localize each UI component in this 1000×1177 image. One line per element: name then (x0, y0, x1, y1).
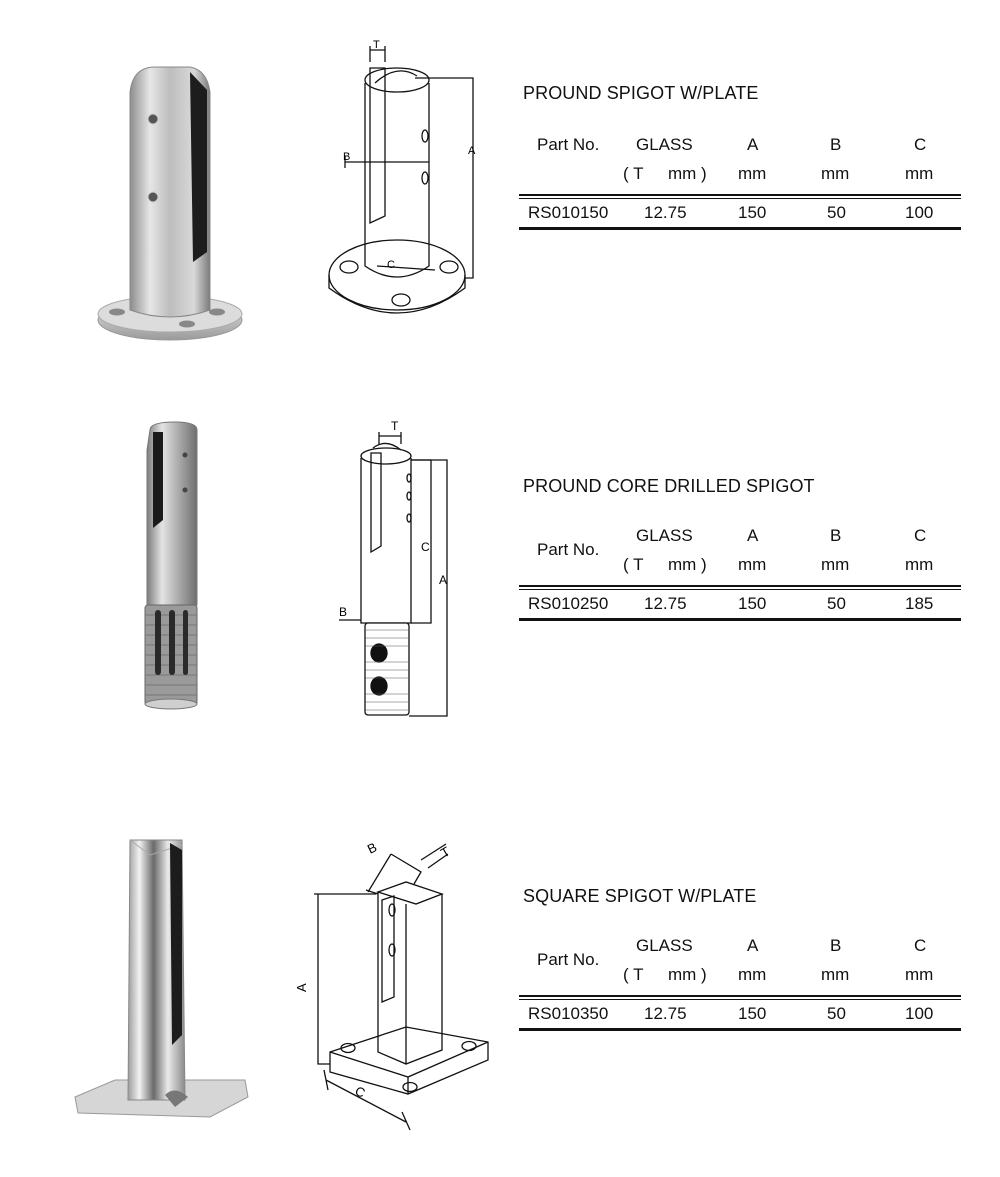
cell-part-no: RS010250 (528, 594, 609, 613)
cell-part-no: RS010350 (528, 1004, 609, 1023)
header-a: A (747, 135, 759, 154)
core-drilled-spigot-photo (135, 420, 210, 710)
drawing-label-a: A (468, 145, 476, 157)
drawing-label-a: A (439, 573, 448, 587)
header-a-unit: mm (738, 164, 767, 183)
header-glass-unit: mm ) (668, 164, 707, 183)
drawing-label-b: B (343, 151, 351, 163)
cell-a: 150 (738, 1004, 767, 1023)
cell-a: 150 (738, 203, 767, 222)
header-glass: GLASS (636, 936, 693, 955)
header-b-unit: mm (821, 164, 850, 183)
header-glass: GLASS (636, 135, 693, 154)
drawing-label-b: B (364, 839, 380, 857)
cell-b: 50 (827, 594, 846, 613)
header-b: B (830, 936, 842, 955)
table-bottom-rule (519, 618, 961, 621)
header-glass-unit: mm ) (668, 965, 707, 984)
core-drilled-spigot-drawing (335, 418, 460, 723)
cell-a: 150 (738, 594, 767, 613)
drawing-label-t: T (391, 419, 399, 433)
header-a-unit: mm (738, 965, 767, 984)
header-c: C (914, 526, 927, 545)
header-glass-unit: mm ) (668, 555, 707, 574)
cell-c: 100 (905, 1004, 934, 1023)
header-a: A (747, 526, 759, 545)
header-c: C (914, 135, 927, 154)
round-spigot-plate-drawing (325, 38, 485, 328)
cell-b: 50 (827, 203, 846, 222)
section-title-round-spigot-plate: PROUND SPIGOT W/PLATE (523, 83, 759, 103)
cell-c: 100 (905, 203, 934, 222)
round-spigot-plate-photo (95, 62, 250, 347)
header-b-unit: mm (821, 555, 850, 574)
header-glass-t: ( T (623, 164, 644, 183)
header-part-no: Part No. (537, 950, 600, 969)
spec-table-round-spigot-plate (519, 124, 961, 230)
drawing-label-t: T (438, 843, 453, 861)
table-bottom-rule (519, 1028, 961, 1031)
square-spigot-plate-drawing (296, 832, 496, 1132)
table-bottom-rule (519, 227, 961, 230)
header-c-unit: mm (905, 555, 934, 574)
spec-table-square-spigot-plate (519, 925, 961, 1031)
header-c: C (914, 936, 927, 955)
header-c-unit: mm (905, 164, 934, 183)
drawing-label-c: C (352, 1083, 368, 1101)
table-row (519, 590, 961, 618)
header-part-no: Part No. (537, 540, 600, 559)
table-row (519, 199, 961, 227)
square-spigot-plate-photo (70, 835, 255, 1120)
header-glass-t: ( T (623, 555, 644, 574)
table-row (519, 1000, 961, 1028)
drawing-label-a: A (294, 983, 309, 992)
header-b: B (830, 526, 842, 545)
header-b-unit: mm (821, 965, 850, 984)
section-title-square-spigot-plate: SQUARE SPIGOT W/PLATE (523, 886, 757, 906)
cell-part-no: RS010150 (528, 203, 609, 222)
section-title-core-drilled-spigot: PROUND CORE DRILLED SPIGOT (523, 476, 815, 496)
header-part-no: Part No. (537, 135, 600, 154)
header-a: A (747, 936, 759, 955)
header-glass-t: ( T (623, 965, 644, 984)
cell-b: 50 (827, 1004, 846, 1023)
drawing-label-b: B (339, 605, 348, 619)
header-glass: GLASS (636, 526, 693, 545)
header-b: B (830, 135, 842, 154)
drawing-label-t: T (373, 39, 380, 51)
spec-table-core-drilled-spigot (519, 515, 961, 621)
cell-c: 185 (905, 594, 934, 613)
cell-glass: 12.75 (644, 203, 687, 222)
header-a-unit: mm (738, 555, 767, 574)
cell-glass: 12.75 (644, 594, 687, 613)
header-c-unit: mm (905, 965, 934, 984)
drawing-label-c: C (387, 259, 395, 271)
cell-glass: 12.75 (644, 1004, 687, 1023)
drawing-label-c: C (421, 540, 430, 554)
